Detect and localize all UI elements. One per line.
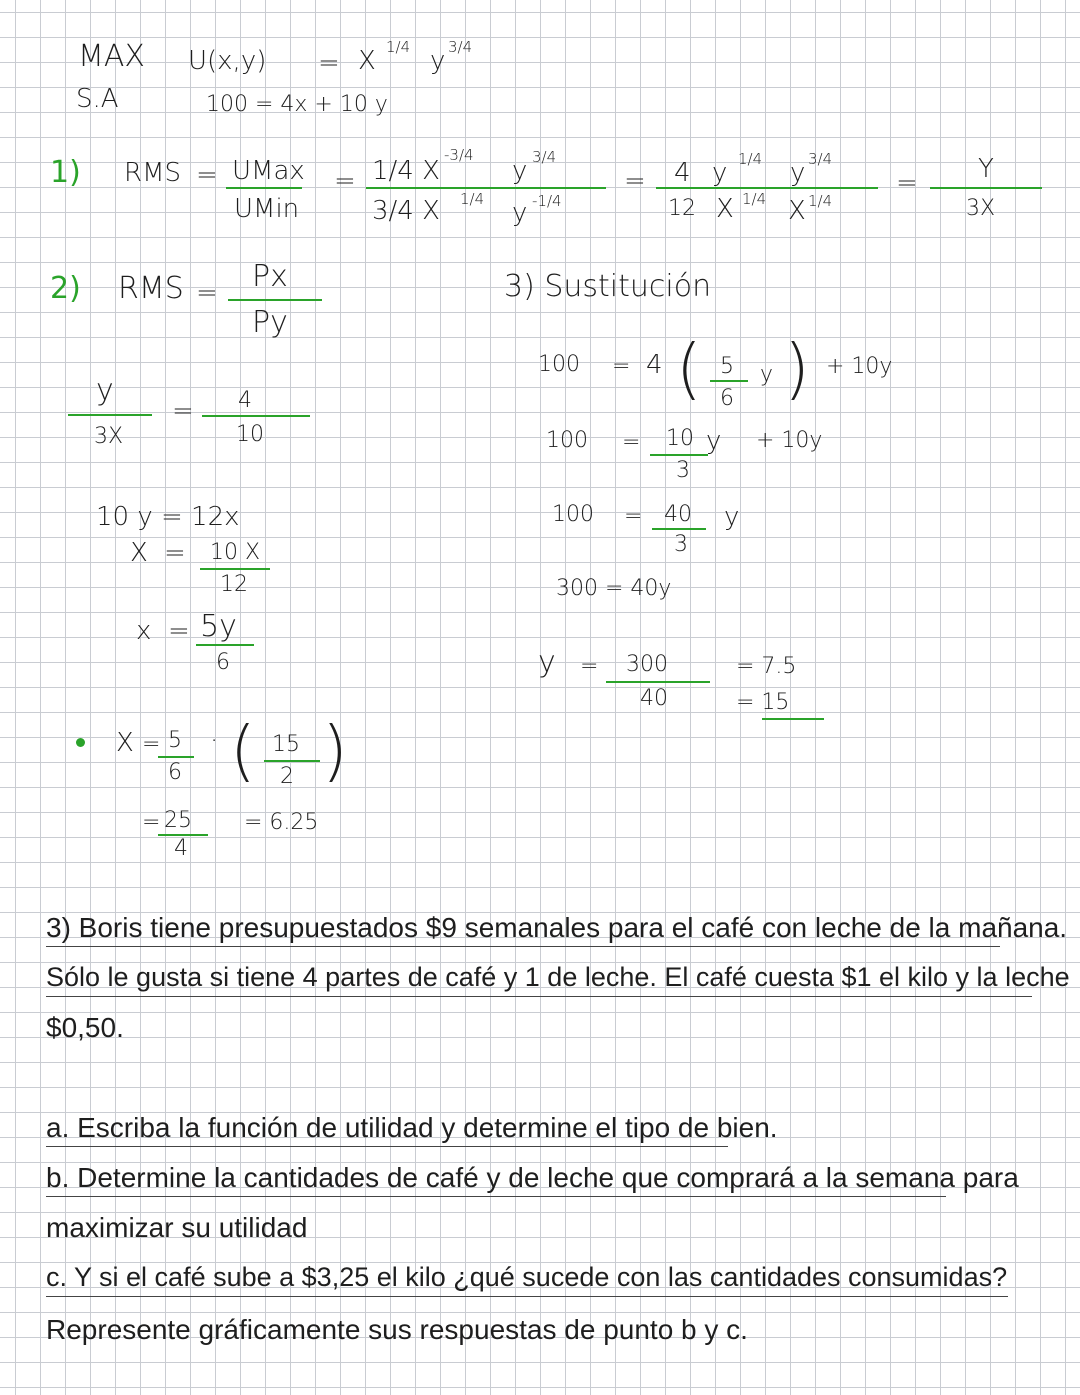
utility-x: X [358, 46, 376, 76]
step2-line2-num: 10 X [210, 540, 261, 565]
question-b-underline [46, 1196, 946, 1197]
step1-frac-a-num: 1/4 X [372, 156, 440, 186]
step1-equals-4: = [896, 168, 918, 198]
step3-l5-num: 300 [626, 652, 668, 677]
step2-x-paren-open: ( [230, 712, 256, 789]
step2-fraction-bar-2 [68, 414, 152, 416]
question-c-line1: c. Y si el café sube a $3,25 el kilo ¿qué sucede con las cantidades consumidas? [46, 1262, 1008, 1292]
step1-frac-a-den: 3/4 X [372, 196, 440, 226]
step2-line1: 10 y = 12x [96, 502, 240, 532]
step2-x-label: X [116, 728, 134, 758]
step1-frac-b-den: y [512, 198, 528, 228]
step1-frac-c-num-exp: 1/4 [738, 150, 763, 168]
problem-line1: 3) Boris tiene presupuestados $9 semanales para el café con leche de la mañana. [46, 912, 1068, 943]
utility-lhs: U(x,y) [188, 46, 267, 76]
step1-frac-d-num: y [790, 158, 806, 188]
step2-line2-equals: = [164, 538, 186, 568]
question-b-line2: maximizar su utilidad [46, 1212, 308, 1243]
budget-constraint: 100 = 4x + 10 y [206, 92, 388, 117]
utility-y-exponent: 3/4 [448, 38, 473, 56]
step2-x-res-equals: = [142, 810, 161, 835]
step2-fraction-bar-4 [200, 568, 270, 570]
question-a: a. Escriba la función de utilidad y determine el tipo de bien. [46, 1112, 778, 1143]
step3-fraction-bar-4 [606, 681, 710, 683]
step1-rms: RMS [124, 158, 182, 188]
utility-x-exponent: 1/4 [386, 38, 411, 56]
utility-equals: = [318, 48, 340, 78]
step1-frac-a-den-exp: 1/4 [460, 190, 485, 208]
step1-equals-3: = [624, 166, 646, 196]
step2-fraction-bar-3 [202, 415, 310, 417]
step2-x-res-den: 4 [174, 836, 188, 861]
step3-l3-den: 3 [674, 532, 688, 557]
step1-fraction-bar-3 [656, 187, 878, 189]
utility-y: y [430, 46, 446, 76]
step1-frac-b-den-exp: -1/4 [532, 192, 562, 210]
step1-frac-c-num-coef: 4 [674, 158, 691, 188]
step2-fraction-bar-1 [228, 299, 322, 301]
step3-fraction-bar-3 [652, 528, 706, 530]
step2-x-paren-den: 2 [280, 764, 294, 789]
step1-fraction-bar-1 [226, 187, 302, 189]
step3-l4: 300 = 40y [556, 576, 672, 601]
step3-l5-res1: = 7.5 [736, 654, 797, 679]
step2-fraction-bar-5 [196, 644, 254, 646]
question-a-underline [46, 1146, 728, 1147]
step2-equals: = [196, 278, 218, 308]
step3-l1-frac-num: 5 [720, 354, 734, 379]
step1-fraction-bar-2 [366, 187, 606, 189]
step3-l1-tail: + 10y [826, 354, 893, 379]
step3-l2-num: 10 [666, 426, 694, 451]
step1-equals-2: = [334, 166, 356, 196]
step3-l1-var: y [760, 362, 774, 387]
max-label: MAX [78, 39, 145, 74]
step1-frac-a-num-exp: -3/4 [444, 146, 474, 164]
step2-x-frac-den: 6 [168, 760, 182, 785]
step3-l2-var: y [706, 426, 722, 456]
step2-x-paren-num: 15 [272, 732, 300, 757]
step3-l1-lhs: 100 [538, 352, 580, 377]
step2-eq-lhs-den: 3X [94, 424, 124, 449]
step3-title: 3) Sustitución [504, 269, 712, 304]
step3-l5-lhs: y [538, 645, 556, 680]
step2-eq-lhs-num: y [96, 373, 114, 408]
step3-l5-den: 40 [640, 686, 668, 711]
step1-number: 1) [50, 155, 81, 190]
step2-line2-den: 12 [220, 572, 248, 597]
problem-line2: Sólo le gusta si tiene 4 partes de café y 1 de leche. El café cuesta $1 el kilo y la leche [46, 962, 1070, 992]
step2-line3-num: 5y [200, 609, 237, 644]
step3-l1-paren-open: ( [676, 330, 702, 407]
step3-l3-lhs: 100 [552, 502, 594, 527]
step1-frac-b-num: y [512, 156, 528, 186]
step3-fraction-bar-2 [650, 454, 708, 456]
step2-line3-equals: = [168, 616, 190, 646]
step3-l1-coef: 4 [646, 350, 663, 380]
step2-line2-lhs: X [130, 538, 148, 568]
step1-frac-c-den-var: X [716, 194, 734, 224]
step2-eq-rhs-den: 10 [236, 422, 264, 447]
step2-fraction-bar-6 [158, 756, 194, 758]
problem-line1-underline [46, 946, 1000, 947]
step2-px: Px [252, 259, 288, 294]
step3-l1-paren-close: ) [784, 330, 810, 407]
step2-number: 2) [50, 271, 81, 306]
step2-line3-lhs: x [136, 616, 152, 646]
step2-eq-rhs-num: 4 [238, 388, 252, 413]
step3-l1-frac-den: 6 [720, 386, 734, 411]
step3-l3-num: 40 [664, 502, 692, 527]
step2-x-decimal: = 6.25 [244, 810, 319, 835]
step3-l2-den: 3 [676, 458, 690, 483]
step3-l3-equals: = [624, 504, 643, 529]
step3-fraction-bar-5 [762, 718, 824, 720]
problem-line3: $0,50. [46, 1012, 124, 1043]
step3-fraction-bar-1 [710, 380, 748, 382]
step1-frac-c-den-coef: 12 [668, 196, 696, 221]
step2-x-res-num: 25 [164, 808, 192, 833]
step1-umax: UMax [232, 156, 305, 186]
step3-l5-equals: = [580, 654, 599, 679]
step3-l3-var: y [724, 502, 740, 532]
step3-l2-equals: = [622, 430, 641, 455]
step1-frac-d-num-exp: 3/4 [808, 150, 833, 168]
step1-result-num: Y [978, 154, 994, 184]
step2-py: Py [252, 305, 288, 340]
step3-l2-tail: + 10y [756, 428, 823, 453]
step1-frac-c-den-exp: 1/4 [742, 190, 767, 208]
step1-fraction-bar-4 [930, 187, 1042, 189]
step1-frac-b-num-exp: 3/4 [532, 148, 557, 166]
step2-x-times: · [210, 726, 219, 756]
step2-rms: RMS [118, 271, 184, 306]
step1-frac-c-num-var: y [712, 158, 728, 188]
step2-x-paren-close: ) [322, 712, 348, 789]
bullet-dot [76, 738, 85, 747]
step1-result-den: 3X [966, 196, 996, 221]
question-b-line1: b. Determine la cantidades de café y de leche que comprará a la semana para [46, 1162, 1019, 1193]
step1-umin: UMin [234, 194, 300, 224]
step2-x-frac-num: 5 [168, 728, 182, 753]
step1-frac-d-den: X [788, 196, 806, 226]
step2-line3-den: 6 [216, 650, 230, 675]
step2-x-equals: = [142, 732, 161, 757]
step3-l1-equals: = [612, 354, 631, 379]
step3-l2-lhs: 100 [546, 428, 588, 453]
question-c-line2: Represente gráficamente sus respuestas de punto b y c. [46, 1314, 748, 1345]
step2-fraction-bar-7 [264, 760, 320, 762]
question-c-underline [46, 1296, 1008, 1297]
step2-eq-equals: = [172, 396, 194, 426]
step1-frac-d-den-exp: 1/4 [808, 192, 833, 210]
step3-l5-res2: = 15 [736, 690, 790, 715]
sa-label: S.A [76, 84, 119, 114]
step1-equals-1: = [196, 160, 218, 190]
problem-line2-underline [46, 996, 1032, 997]
